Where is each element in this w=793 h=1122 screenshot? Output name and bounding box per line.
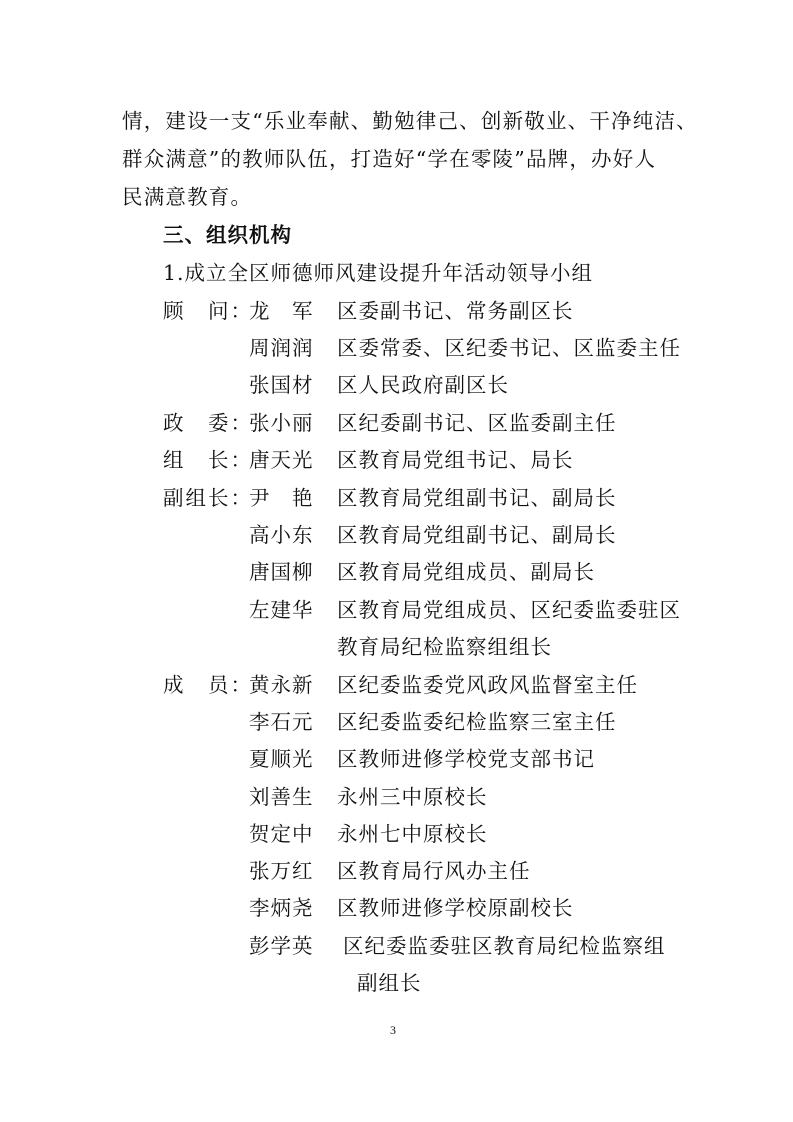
member-post: 区纪委监委党风政风监督室主任 [337, 673, 638, 697]
member-name: 张万红 [249, 859, 314, 883]
member-post: 区教育局党组成员、副局长 [337, 560, 595, 584]
member-name: 张小丽 [249, 411, 314, 435]
member-role: 顾 问： [163, 299, 253, 323]
section-heading: 三、组织机构 [163, 223, 292, 247]
member-post: 教育局纪检监察组组长 [337, 635, 552, 659]
member-post: 区纪委监委纪检监察三室主任 [337, 710, 617, 734]
member-post: 区人民政府副区长 [337, 373, 509, 397]
member-name: 唐天光 [249, 448, 314, 472]
member-role: 政 委： [163, 411, 253, 435]
member-name: 黄永新 [249, 673, 314, 697]
page-number: 3 [390, 1023, 396, 1037]
member-post: 区委副书记、常务副区长 [337, 299, 574, 323]
member-name: 左建华 [249, 598, 314, 622]
member-post: 区委常委、区纪委书记、区监委主任 [337, 336, 681, 360]
member-post: 永州三中原校长 [337, 785, 488, 809]
member-name: 彭学英 [249, 934, 314, 958]
intro-line-1: 情，建设一支“乐业奉献、勤勉律己、创新敬业、干净纯洁、 [122, 109, 698, 133]
section-subheading: 1.成立全区师德师风建设提升年活动领导小组 [163, 261, 594, 285]
member-post: 区教育局党组成员、区纪委监委驻区 [337, 598, 681, 622]
member-name: 刘善生 [249, 785, 314, 809]
member-post: 区教师进修学校党支部书记 [337, 747, 595, 771]
intro-line-2: 群众满意”的教师队伍，打造好“学在零陵”品牌，办好人 [122, 147, 657, 171]
member-name: 高小东 [249, 523, 314, 547]
intro-line-3: 民满意教育。 [122, 185, 253, 209]
member-name: 唐国柳 [249, 560, 314, 584]
member-name: 贺定中 [249, 822, 314, 846]
member-post: 区纪委监委驻区教育局纪检监察组 [343, 934, 666, 958]
member-name: 夏顺光 [249, 747, 314, 771]
member-post: 永州七中原校长 [337, 822, 488, 846]
member-name: 龙 军 [249, 299, 314, 323]
member-post: 区教育局党组副书记、副局长 [337, 486, 617, 510]
member-name: 张国材 [249, 373, 314, 397]
member-post: 区教育局党组书记、局长 [337, 448, 574, 472]
member-name: 李炳尧 [249, 896, 314, 920]
member-post: 区教育局党组副书记、副局长 [337, 523, 617, 547]
member-name: 李石元 [249, 710, 314, 734]
member-name: 周润润 [249, 336, 314, 360]
member-post: 副组长 [357, 971, 422, 995]
member-role: 副组长： [163, 486, 253, 510]
member-role: 组 长： [163, 448, 253, 472]
member-post: 区教师进修学校原副校长 [337, 896, 574, 920]
member-role: 成 员： [163, 673, 253, 697]
member-post: 区教育局行风办主任 [337, 859, 531, 883]
member-post: 区纪委副书记、区监委副主任 [337, 411, 617, 435]
member-name: 尹 艳 [249, 486, 314, 510]
